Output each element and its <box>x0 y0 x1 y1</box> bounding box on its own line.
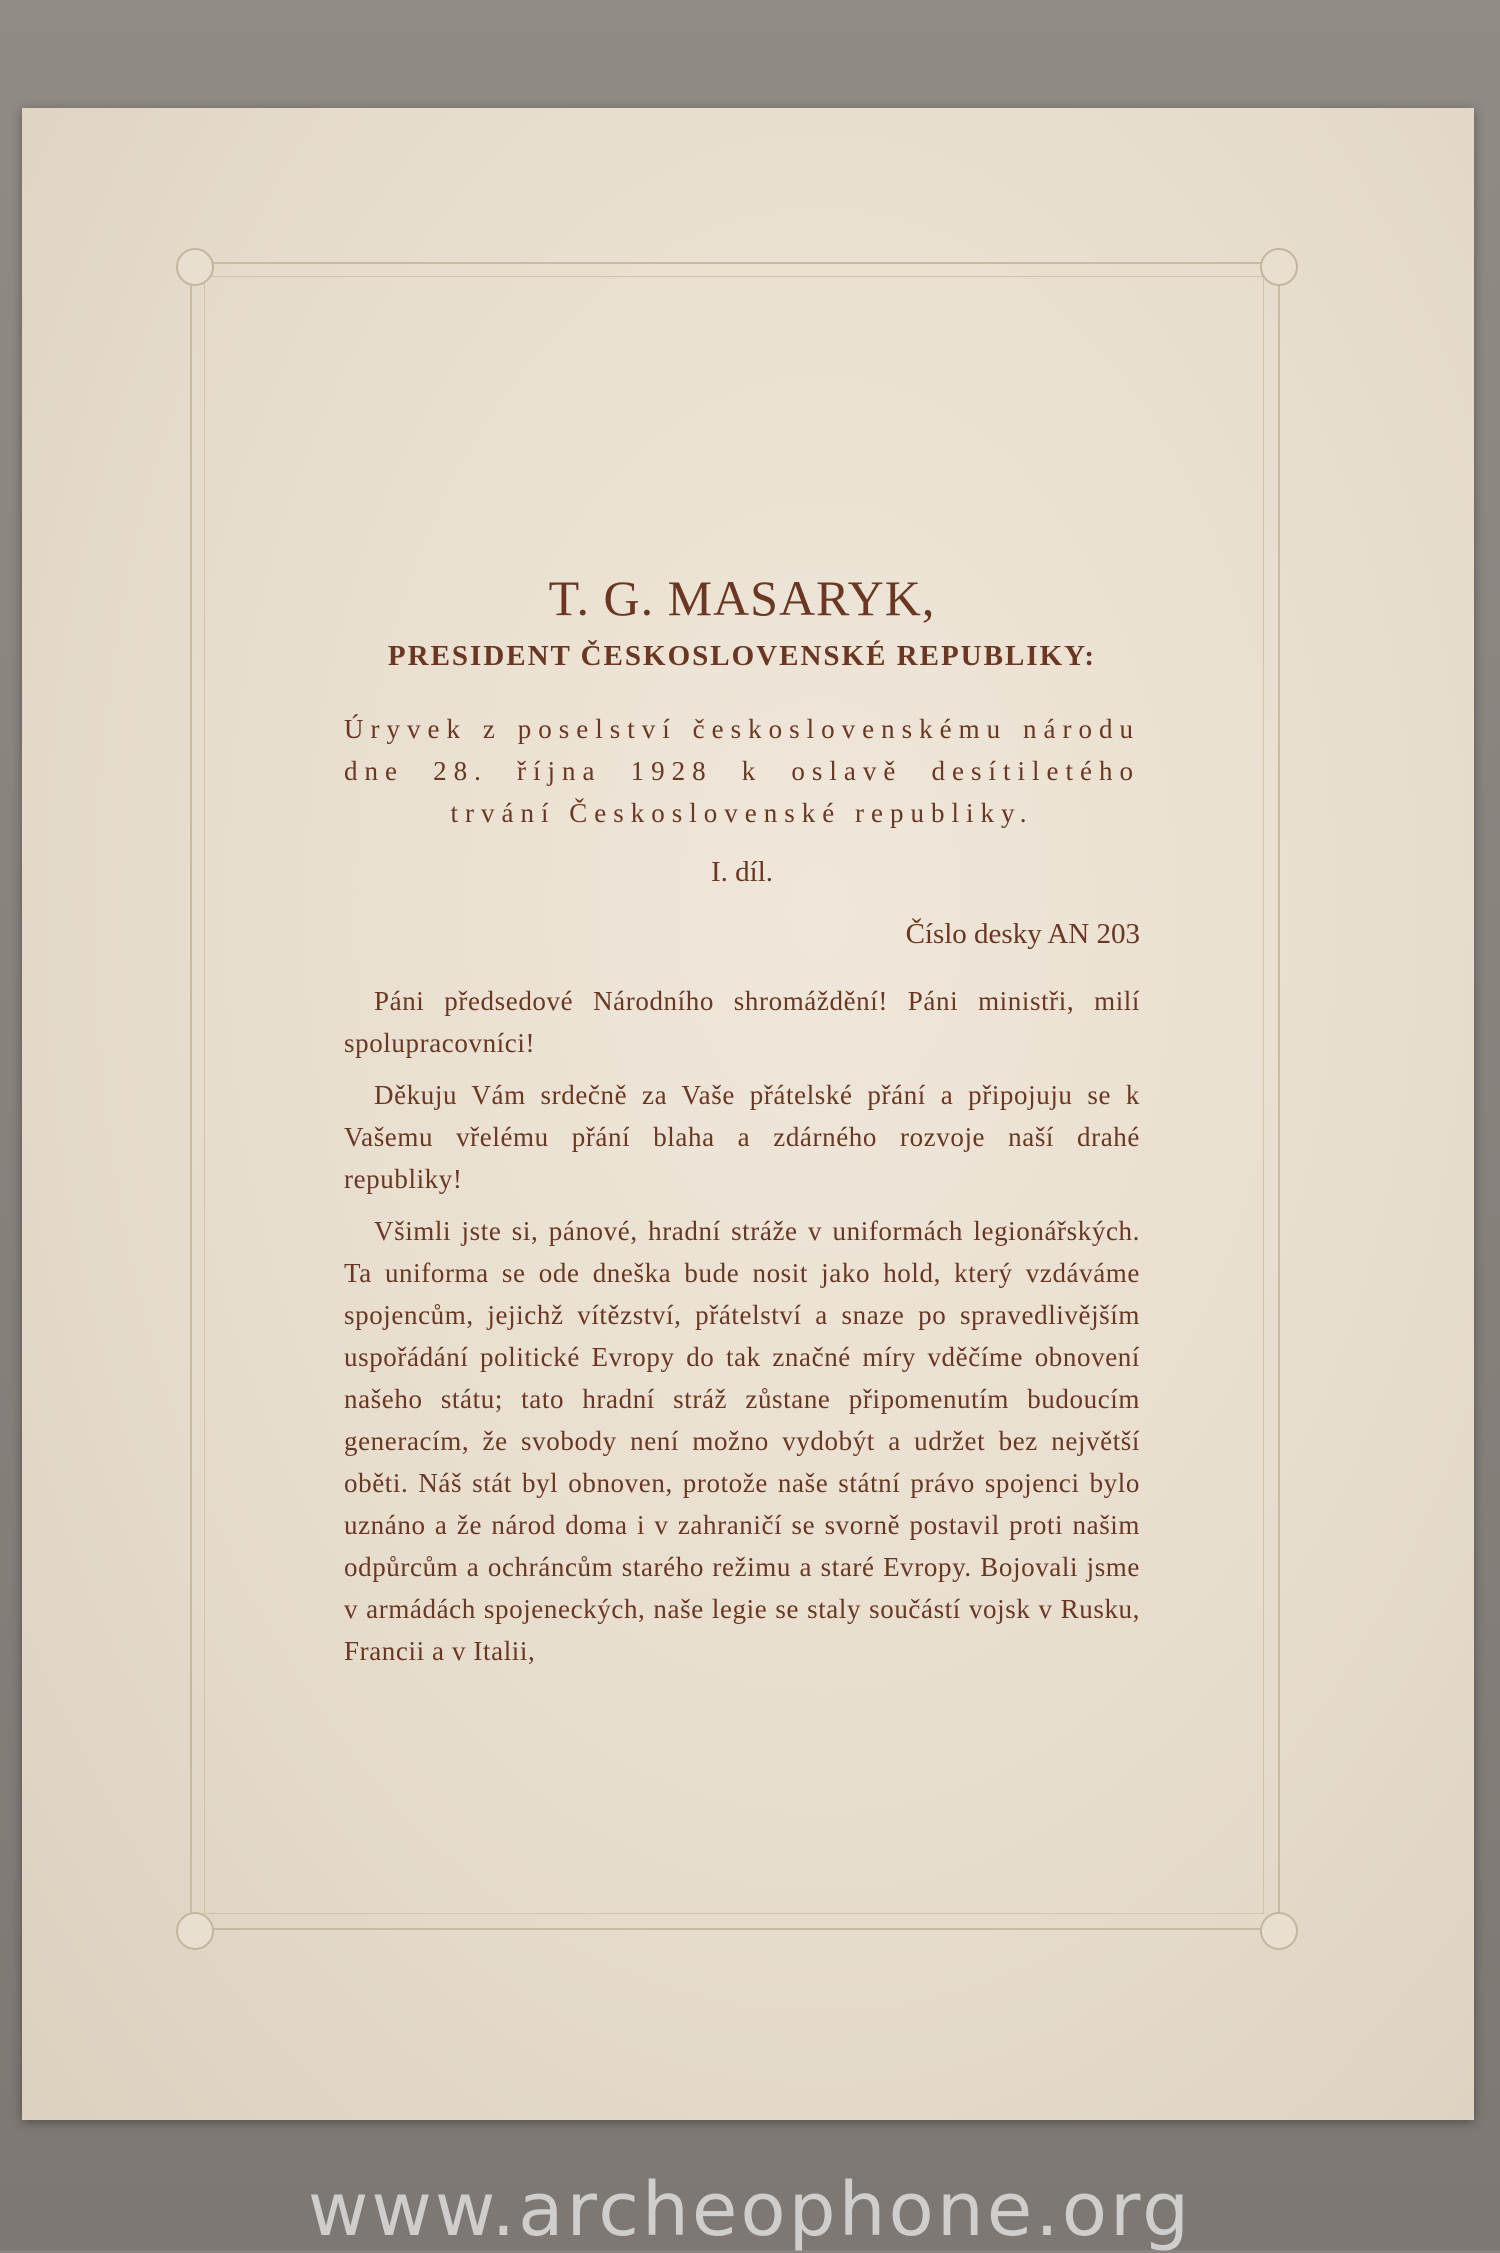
frame-corner-ornament-icon <box>1260 248 1298 286</box>
part-label: I. díl. <box>710 856 774 888</box>
paragraph: Páni předsedové Národního shromáždění! Páni ministři, milí spolupracovníci! <box>344 986 1140 1058</box>
frame-corner-ornament-icon <box>176 248 214 286</box>
document-description: Úryvek z poselství československému národu dne 28. října 1928 k oslavě desítiletého trvání Československé republiky. <box>344 714 1140 828</box>
paragraph: Děkuju Vám srdečně za Vaše přátelské přání a připojuju se k Vašemu vřelému přání blaha a zdárného rozvoje naší drahé republiky! <box>344 1080 1140 1194</box>
document-title: T. G. MASARYK, <box>548 570 936 626</box>
document-subtitle: PRESIDENT ČESKOSLOVENSKÉ REPUBLIKY: <box>387 640 1097 672</box>
paragraph: Všimli jste si, pánové, hradní stráže v uniformách legionářských. Ta uniforma se ode dneška bude nosit jako hold, který vzdáváme spojencům, jejichž vítězství, přátelství a snaze po spravedlivějším uspořádání politické Evropy do tak značné míry vděčíme obnovení našeho státu; tato hradní stráž zůstane připomenutím budoucím generacím, že svobody není možno vydobýt a udržet bez největší oběti. Náš stát byl obnoven, protože naše státní právo spojenci bylo uznáno a že národ doma i v zahraničí se svorně postavil proti našim odpůrcům a ochráncům starého režimu a staré Evropy. Bojovali jsme v armádách spojeneckých, naše legie se staly součástí vojsk v Rusku, Francii a v Italii, <box>344 1216 1140 1666</box>
frame-corner-ornament-icon <box>176 1912 214 1950</box>
frame-corner-ornament-icon <box>1260 1912 1298 1950</box>
document-body <box>344 570 1140 1682</box>
disc-number: Číslo desky AN 203 <box>905 918 1140 950</box>
watermark-text: www.archeophone.org <box>307 2167 1193 2253</box>
